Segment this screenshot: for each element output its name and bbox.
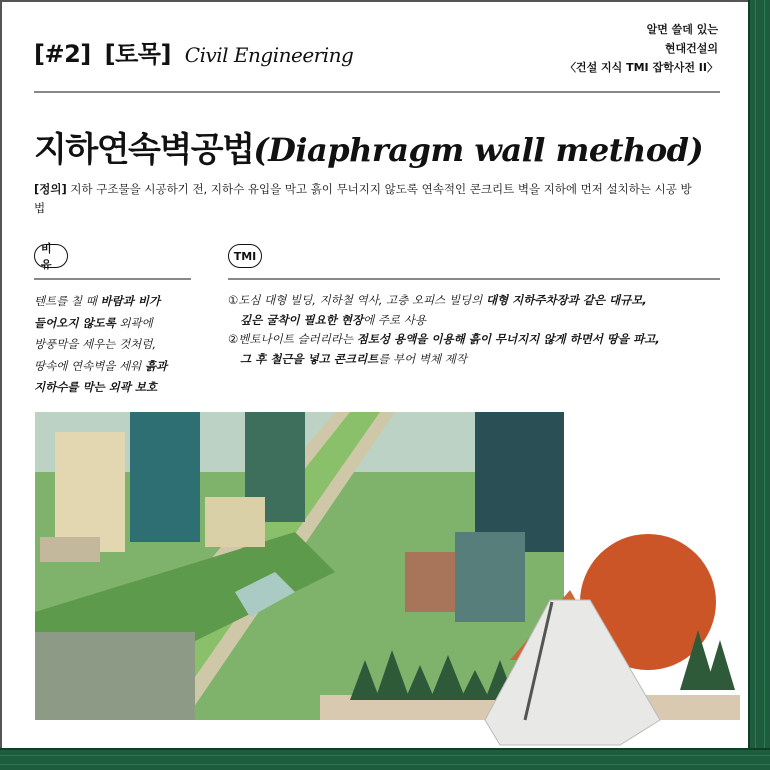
tent-sun-decoration — [320, 520, 750, 750]
header-title — [34, 34, 353, 69]
divider — [34, 91, 720, 93]
category: [토목] — [104, 40, 171, 68]
tmi-text: ①도심 대형 빌딩, 지하철 역사, 고층 오피스 빌딩의 대형 지하주차장과 같은 대규모, 깊은 굴착이 필요한 현장에 주로 사용 ②벤토나이트 슬러리라는 점토성 용액을 이용해 흙이 무너지지 않게 하면서 땅을 파고, 그 후 철근을 넣고 콘크리트를 부어 벽체 제작 — [228, 293, 660, 366]
left-border — [0, 0, 2, 770]
frame-right — [748, 0, 770, 770]
definition-label: [정의] — [34, 182, 67, 196]
tmi-badge: TMI — [228, 244, 262, 268]
frame-bottom — [0, 748, 770, 770]
top-border — [0, 0, 770, 2]
series-label — [565, 20, 718, 77]
definition-text: 지하 구조물을 시공하기 전, 지하수 유입을 막고 흙이 무너지지 않도록 연속적인 콘크리트 벽을 지하에 먼저 설치하는 시공 방법 — [34, 182, 692, 215]
series-line: 알면 쓸데 있는 — [646, 23, 718, 36]
series-line: 〈건설 지식 TMI 잡학사전 II〉 — [564, 61, 718, 74]
title-en: (Diaphragm wall method) — [253, 131, 704, 169]
definition — [34, 180, 694, 218]
analogy-badge: 비유 — [34, 244, 68, 268]
category-en: Civil Engineering — [184, 43, 354, 67]
divider — [228, 278, 720, 280]
divider — [34, 278, 191, 280]
title-ko: 지하연속벽공법 — [34, 130, 254, 170]
page-title — [34, 122, 703, 171]
series-line: 현대건설의 — [664, 42, 718, 55]
episode-number: [#2] — [34, 40, 91, 68]
analogy-text: 텐트를 칠 때 바람과 비가 들어오지 않도록 외곽에 방풍막을 세우는 것처럼, 땅속에 연속벽을 세워 흙과 지하수를 막는 외곽 보호 — [34, 294, 168, 394]
